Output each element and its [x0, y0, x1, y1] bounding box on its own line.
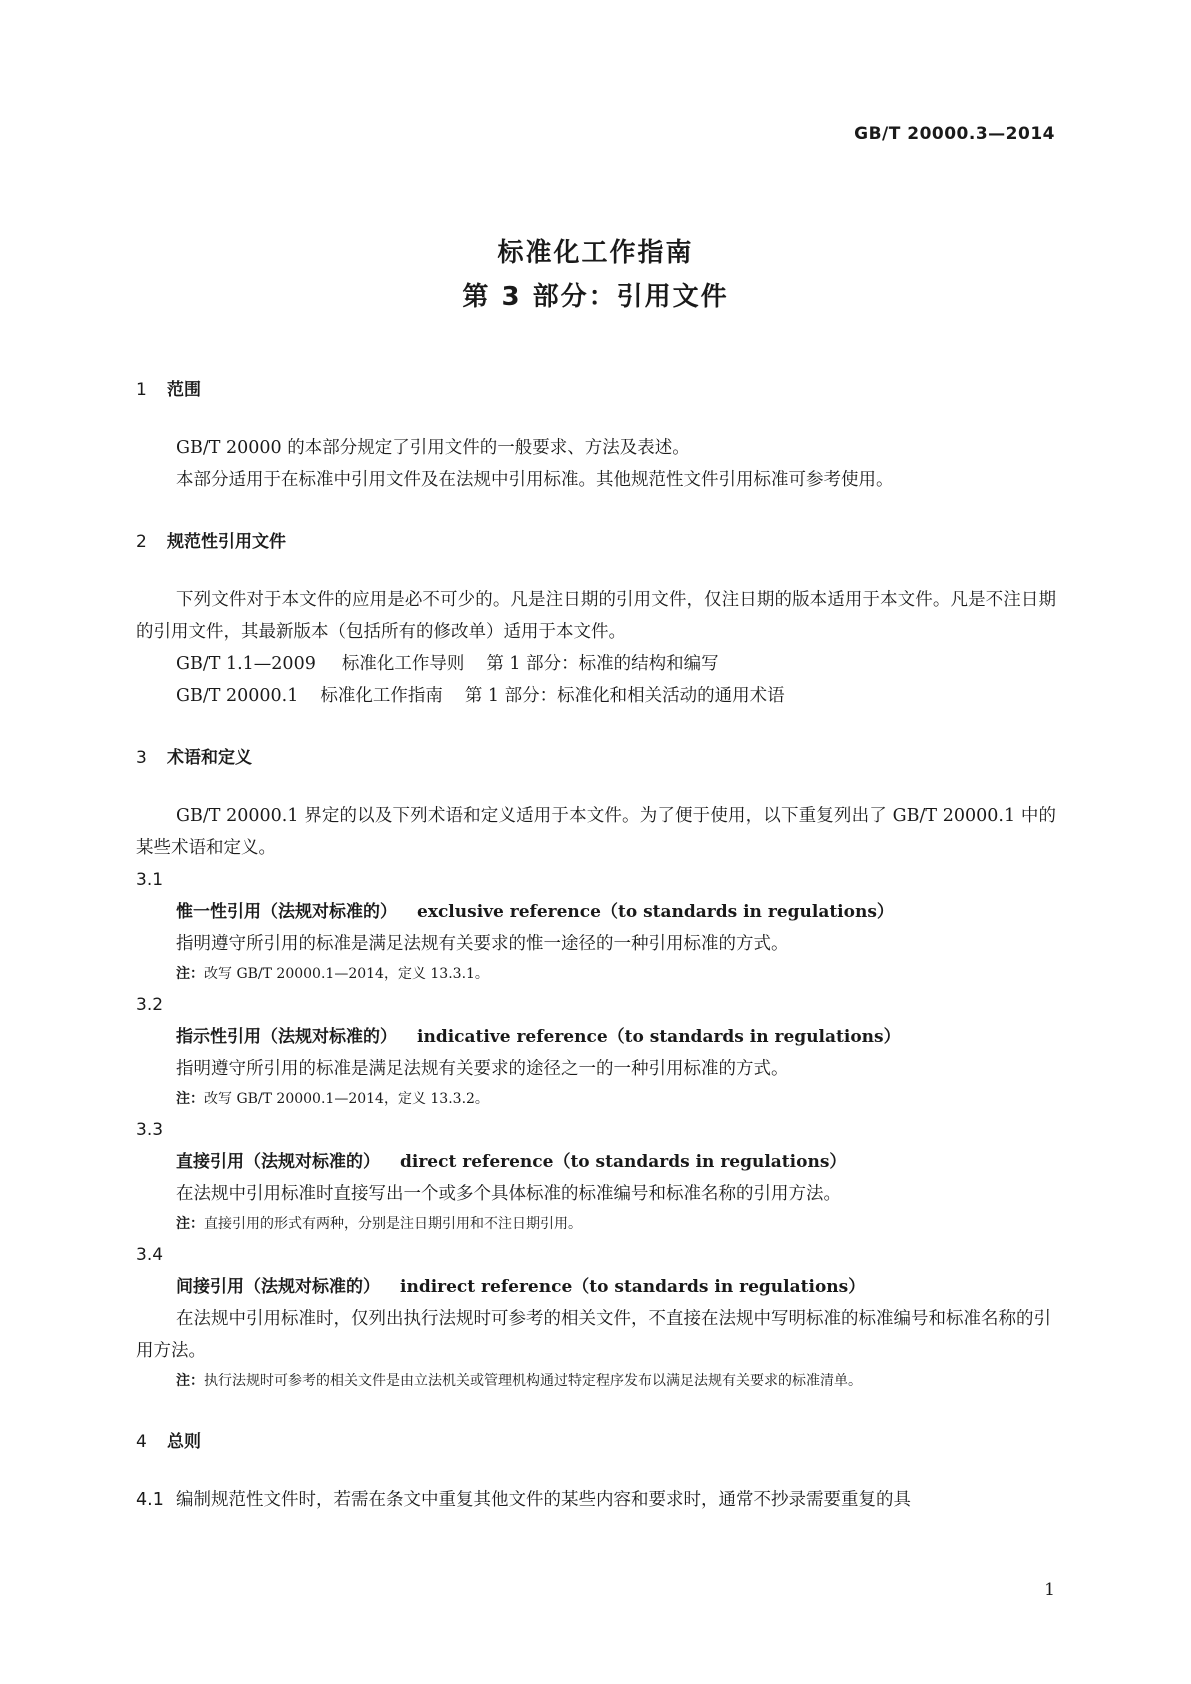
document-body [136, 374, 1056, 1516]
term-en: indirect reference（to standards in regulations） [400, 1277, 866, 1297]
section-number: 1 [136, 380, 147, 400]
term-heading [136, 1146, 1056, 1178]
term-definition: 指明遵守所引用的标准是满足法规有关要求的惟一途径的一种引用标准的方式。 [176, 934, 789, 954]
document-title-line1: 标准化工作指南 [497, 238, 694, 268]
reference-code: GB/T 1.1—2009 [176, 654, 316, 674]
note-label: 注： [176, 966, 204, 982]
reference-entry [136, 648, 1056, 680]
term-definition: 指明遵守所引用的标准是满足法规有关要求的途径之一的一种引用标准的方式。 [176, 1059, 789, 1079]
note-text: 执行法规时可参考的相关文件是由立法机关或管理机构通过特定程序发布以满足法规有关要求的标准清单。 [204, 1373, 862, 1389]
section-number: 4 [136, 1432, 147, 1452]
paragraph: 下列文件对于本文件的应用是必不可少的。凡是注日期的引用文件，仅注日期的版本适用于本文件。凡是不注日期的引用文件，其最新版本（包括所有的修改单）适用于本文件。 [136, 590, 1056, 642]
term-number: 3.4 [136, 1245, 164, 1265]
note-text: 直接引用的形式有两种，分别是注日期引用和不注日期引用。 [204, 1216, 582, 1232]
term-number: 3.1 [136, 870, 164, 890]
reference-title: 标准化工作导则 [341, 654, 465, 674]
term-note [136, 1367, 1056, 1396]
section-heading-normative-references [136, 526, 1056, 558]
term-heading [136, 1271, 1056, 1303]
reference-code: GB/T 20000.1 [176, 686, 299, 706]
term-note [136, 1210, 1056, 1239]
reference-entry [136, 680, 1056, 712]
section-title: 范围 [167, 380, 201, 400]
term-en: direct reference（to standards in regulations） [400, 1152, 847, 1172]
section-heading-general [136, 1426, 1056, 1458]
clause-text: 编制规范性文件时，若需在条文中重复其他文件的某些内容和要求时，通常不抄录需要重复的具 [176, 1490, 911, 1510]
term-note [136, 1085, 1056, 1114]
paragraph: GB/T 20000.1 界定的以及下列术语和定义适用于本文件。为了便于使用，以下重复列出了 GB/T 20000.1 中的某些术语和定义。 [136, 806, 1056, 858]
note-label: 注： [176, 1373, 204, 1389]
section-heading-scope [136, 374, 1056, 406]
reference-part: 第 1 部分：标准化和相关活动的通用术语 [464, 686, 785, 706]
section-title: 术语和定义 [167, 748, 252, 768]
note-label: 注： [176, 1091, 204, 1107]
section-title: 规范性引用文件 [167, 532, 286, 552]
term-heading [136, 1021, 1056, 1053]
note-text: 改写 GB/T 20000.1—2014，定义 13.3.2。 [204, 1091, 489, 1107]
document-title-line2: 第 3 部分：引用文件 [462, 282, 729, 312]
term-zh: 间接引用（法规对标准的） [176, 1277, 380, 1297]
paragraph: 本部分适用于在标准中引用文件及在法规中引用标准。其他规范性文件引用标准可参考使用。 [176, 470, 894, 490]
term-en: exclusive reference（to standards in regulations） [417, 902, 894, 922]
paragraph: GB/T 20000 的本部分规定了引用文件的一般要求、方法及表述。 [176, 438, 690, 458]
note-text: 改写 GB/T 20000.1—2014，定义 13.3.1。 [204, 966, 489, 982]
clause-number: 4.1 [136, 1490, 164, 1510]
term-definition: 在法规中引用标准时直接写出一个或多个具体标准的标准编号和标准名称的引用方法。 [176, 1184, 841, 1204]
section-title: 总则 [167, 1432, 201, 1452]
note-label: 注： [176, 1216, 204, 1232]
term-zh: 直接引用（法规对标准的） [176, 1152, 380, 1172]
section-heading-terms [136, 742, 1056, 774]
clause [136, 1484, 1056, 1516]
page-number: 1 [1044, 1580, 1055, 1600]
term-number: 3.2 [136, 995, 164, 1015]
term-note [136, 960, 1056, 989]
term-heading [136, 896, 1056, 928]
term-definition: 在法规中引用标准时，仅列出执行法规时可参考的相关文件，不直接在法规中写明标准的标准编号和标准名称的引用方法。 [136, 1309, 1051, 1361]
section-number: 2 [136, 532, 147, 552]
reference-title: 标准化工作指南 [320, 686, 443, 706]
reference-part: 第 1 部分：标准的结构和编写 [486, 654, 719, 674]
term-en: indicative reference（to standards in regulations） [417, 1027, 901, 1047]
term-zh: 惟一性引用（法规对标准的） [176, 902, 397, 922]
standard-number: GB/T 20000.3—2014 [854, 124, 1055, 144]
term-number: 3.3 [136, 1120, 164, 1140]
section-number: 3 [136, 748, 147, 768]
term-zh: 指示性引用（法规对标准的） [176, 1027, 397, 1047]
